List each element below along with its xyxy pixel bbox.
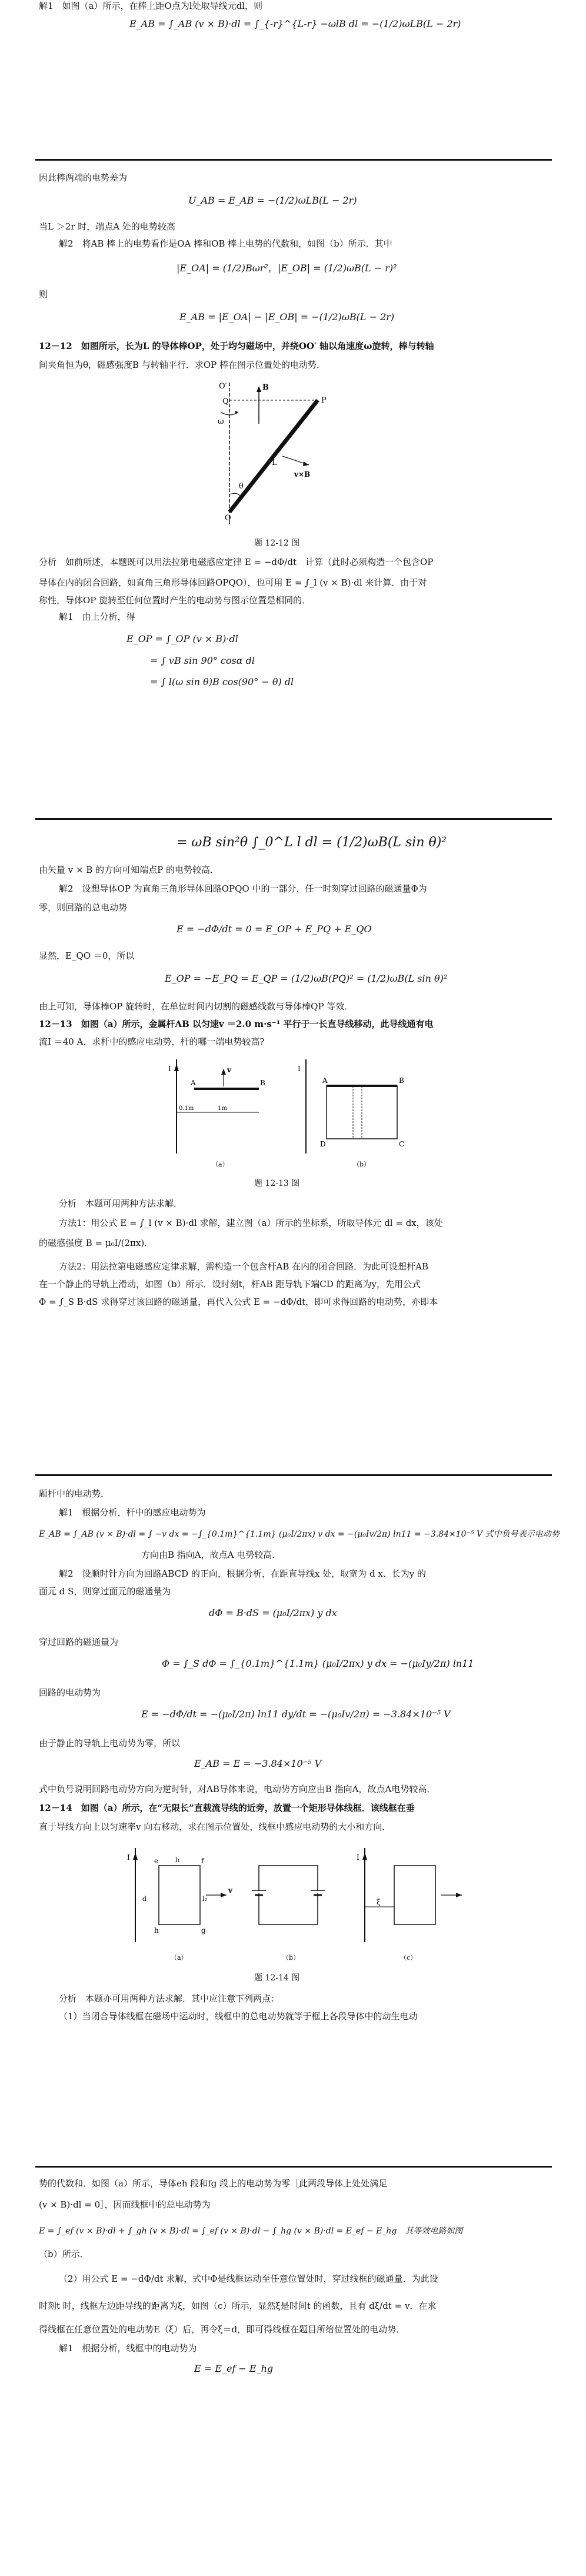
text-line: 由矢量 v × B 的方向可知端点P 的电势较高．: [39, 865, 219, 875]
text-line: （b）所示．: [39, 2249, 89, 2259]
equation: |E_OA| = (1/2)Bωr²，|E_OB| = (1/2)ωB(L − r)²: [177, 262, 397, 274]
text-line: 解2 将AB 棒上的电势看作是OA 棒和OB 棒上电势的代数和，如图（b）所示．其中: [59, 238, 392, 249]
text-line: 分析 本题亦可用两种方法求解．其中应注意下列两点：: [59, 1993, 280, 2004]
text-line: (v × B)·dl = 0］，因而线框中的总电动势为: [39, 2199, 211, 2210]
fig-label: O: [225, 514, 231, 523]
text-line: 零，则回路的总电动势: [39, 902, 128, 913]
figure-12-14: [118, 1842, 471, 1966]
equation: E_OP = ∫_OP (v × B)·dl: [126, 633, 238, 644]
text-line: 面元 d S，则穿过面元的磁通量为: [39, 1586, 171, 1597]
fig-label: （a）: [171, 1954, 188, 1962]
text-line: 流I ＝40 A．求杆中的感应电动势，杆的哪一端电势较高?: [39, 1036, 265, 1047]
text-line: 势的代数和．如图（a）所示，导体eh 段和fg 段上的电动势为零［此两段导体上处处满足: [39, 2178, 388, 2189]
text-line: 显然，E_QO ＝0，所以: [39, 950, 135, 961]
text-line: 得线框在任意位置处的电动势E（ξ）后，再令ξ＝d，即可得线框在题目所给位置处的电动势．: [39, 2324, 405, 2335]
fig-label: 1m: [218, 1105, 227, 1112]
fig-label: A: [322, 1076, 328, 1085]
equation: E = −dΦ/dt = −(μ₀I/2π) ln11 dy/dt = −(μ₀Iv/2π) = −3.84×10⁻⁵ V: [141, 1709, 451, 1720]
text-line: 解2 设顺时针方向为回路ABCD 的正向，根据分析，在距直导线x 处，取宽为 d x、长为y 的: [59, 1568, 427, 1579]
text-line: 解1 由上分析，得: [59, 611, 135, 622]
fig-label: L: [272, 458, 277, 467]
problem-text: 12－13 如图（a）所示，金属杆AB 以匀速v ＝2.0 m·s⁻¹ 平行于一长直导线移动，此导线通有电: [39, 1019, 434, 1029]
equation: E_AB = E = −3.84×10⁻⁵ V: [194, 1758, 322, 1769]
fig-label: v: [228, 1886, 232, 1894]
page-divider: [35, 2166, 552, 2168]
text-line: （2）用公式 E = −dΦ/dt 求解，式中Φ是线框运动至任意位置处时，穿过线框的磁通量．为此设: [59, 2273, 438, 2284]
equation: E = −dΦ/dt = 0 = E_OP + E_PQ + E_QO: [177, 923, 372, 935]
fig-label: B: [399, 1076, 404, 1085]
fig-label: l₂: [202, 1895, 207, 1903]
text-line: 解1 根据分析，杆中的感应电动势为: [59, 1507, 206, 1518]
fig-label: （c）: [400, 1954, 417, 1962]
equation: E = E_ef − E_hg: [194, 2363, 274, 2374]
equation: dΦ = B·dS = (μ₀I/2πx) y dx: [209, 1607, 337, 1618]
text-line: 题杆中的电动势．: [39, 1488, 110, 1499]
problem-text: 12－12 如图所示，长为L 的导体棒OP，处于均匀磁场中，并绕OO′ 轴以角速度ω旋转，棒与转轴: [39, 341, 434, 351]
text-line: 式中负号说明回路电动势方向为逆时针，对AB导体来说，电动势方向应由B 指向A，故点A电势较高．: [39, 1784, 436, 1794]
fig-label: 0.1m: [179, 1105, 194, 1112]
text-line: 由于静止的导轨上电动势为零，所以: [39, 1738, 181, 1749]
text-line: 在一个静止的导轨上滑动，如图（b）所示．设时刻t，杆AB 距导轨下端CD 的距离为y，先用公式: [39, 1279, 421, 1289]
fig-label: O′: [219, 382, 227, 391]
text-line: 当L ＞2r 时，端点A 处的电势较高: [39, 221, 175, 232]
fig-label: f: [201, 1857, 204, 1865]
figure-12-12: [206, 377, 341, 530]
equation: = ωB sin²θ ∫_0^L l dl = (1/2)ωB(L sin θ)²: [177, 835, 447, 850]
text-line: 方法1：用公式 E = ∫_l (v × B)·dl 求解，建立图（a）所示的坐标系，所取导体元 dl = dx，该处: [59, 1218, 443, 1228]
fig-label: （b）: [353, 1161, 371, 1168]
equation: Φ = ∫_S dΦ = ∫_{0.1m}^{1.1m} (μ₀I/2πx) y dx = −(μ₀Iy/2π) ln11: [162, 1658, 474, 1669]
page-divider: [35, 818, 552, 820]
text-line: 解1 根据分析，线框中的电动势为: [59, 2343, 197, 2354]
text-line: Φ = ∫_S B·dS 求得穿过该回路的磁通量，再代入公式 E = −dΦ/dt，即可求得回路的电动势，亦即本: [39, 1297, 438, 1307]
text-line: 分析 本题可用两种方法求解．: [59, 1198, 183, 1209]
fig-label: g: [201, 1926, 206, 1935]
fig-label: ξ: [377, 1898, 381, 1906]
fig-label: I: [298, 1065, 301, 1073]
fig-label: A: [191, 1079, 196, 1087]
fig-label: Q: [222, 397, 229, 406]
fig-label: I: [357, 1853, 359, 1862]
equation: E_AB = ∫_AB (v × B)·dl = ∫_{-r}^{L-r} −ωlB dl = −(1/2)ωLB(L − 2r): [129, 18, 461, 29]
text-line: 称性，导体OP 旋转至任何位置时产生的电动势与图示位置是相同的．: [39, 595, 311, 606]
text-line: 间夹角恒为θ，磁感强度B 与转轴平行．求OP 棒在图示位置处的电动势．: [39, 360, 325, 370]
fig-label: h: [154, 1926, 159, 1935]
fig-label: θ: [239, 482, 244, 491]
text-line: 的磁感强度 B = μ₀I/(2πx)．: [39, 1238, 154, 1248]
text-line: 方向由B 指向A，故点A 电势较高．: [141, 1550, 281, 1560]
fig-label: d: [142, 1895, 147, 1903]
equation: U_AB = E_AB = −(1/2)ωLB(L − 2r): [188, 195, 357, 206]
text-line: 方法2：用法拉第电磁感应定律求解，需构造一个包含杆AB 在内的闭合回路．为此可设想杆AB: [59, 1261, 429, 1272]
equation: E = ∫_ef (v × B)·dl + ∫_gh (v × B)·dl = ∫_ef (v × B)·dl − ∫_hg (v × B)·dl = E_ef − E_hg 其等效电路如图: [39, 2226, 463, 2236]
text-line: 则: [39, 289, 48, 300]
text-line: 直于导线方向上以匀速率v 向右移动，求在图示位置处，线框中感应电动势的大小和方向．: [39, 1822, 391, 1832]
fig-label: B: [260, 1079, 265, 1087]
figure-caption: 题 12-14 图: [254, 1973, 300, 1983]
figure-caption: 题 12-13 图: [254, 1179, 300, 1188]
fig-label: v×B: [294, 470, 311, 478]
text-line: 解2 设想导体OP 为直角三角形导体回路OPQO 中的一部分，任一时刻穿过回路的磁通量Φ为: [59, 883, 427, 894]
fig-label: C: [399, 1140, 405, 1148]
fig-label: （a）: [212, 1161, 229, 1168]
fig-label: （b）: [282, 1954, 300, 1962]
equation: = ∫ l(ω sin θ)B cos(90° − θ) dl: [150, 676, 294, 687]
figure-12-13: [159, 1053, 429, 1171]
equation: E_OP = −E_PQ = E_QP = (1/2)ωB(PQ)² = (1/2)ωB(L sin θ)²: [165, 973, 448, 984]
fig-label: P: [321, 396, 327, 405]
equation: E_AB = ∫_AB (v × B)·dl = ∫ −v dx = −∫_{0.1m}^{1.1m} (μ₀I/2πx) v dx = −(μ₀Iv/2π) ln11 = −3.84×10⁻⁵ V 式中负号表示电动势: [39, 1530, 560, 1539]
page-divider: [35, 1474, 552, 1476]
text-line: 穿过回路的磁通量为: [39, 1637, 119, 1647]
equation: E_AB = |E_OA| − |E_OB| = −(1/2)ωB(L − 2r): [179, 311, 395, 323]
text-line: （1）当闭合导体线框在磁场中运动时，线框中的总电动势就等于框上各段导体中的动生电动: [59, 2011, 418, 2022]
text-line: 导体在内的闭合回路，如直角三角形导体回路OPQO），也可用 E = ∫_l (v × B)·dl 来计算．由于对: [39, 577, 427, 588]
fig-label: e: [154, 1857, 159, 1865]
text-line: 解1 如图（a）所示，在棒上距O点为l处取导线元dl，则: [39, 1, 262, 11]
problem-text: 12－14 如图（a）所示，在“无限长”直载流导线的近旁，放置一个矩形导体线框．该线框在垂: [39, 1803, 415, 1813]
fig-label: I: [127, 1853, 130, 1862]
text-line: 时刻t 时，线框左边距导线的距离为ξ，如图（c）所示，显然ξ是时间t 的函数，且有 dξ/dt = v．在求: [39, 2301, 437, 2311]
text-line: 分析 如前所述，本题既可以用法拉第电磁感应定律 E = −dΦ/dt 计算（此时必须构造一个包含OP: [39, 557, 434, 567]
fig-label: v: [227, 1066, 231, 1074]
fig-label: B: [262, 383, 269, 392]
fig-label: I: [168, 1065, 171, 1073]
text-line: 回路的电动势为: [39, 1687, 101, 1698]
page-divider: [35, 159, 552, 161]
text-line: 因此棒两端的电势差为: [39, 172, 128, 183]
text-line: 由上可知，导体棒OP 旋转时，在单位时间内切割的磁感线数与导体棒QP 等效．: [39, 1001, 354, 1012]
fig-label: ω: [218, 417, 224, 426]
fig-label: l₁: [175, 1856, 180, 1864]
fig-label: D: [320, 1140, 326, 1148]
figure-caption: 题 12-12 图: [254, 539, 300, 548]
equation: = ∫ vB sin 90° cosα dl: [150, 655, 255, 666]
